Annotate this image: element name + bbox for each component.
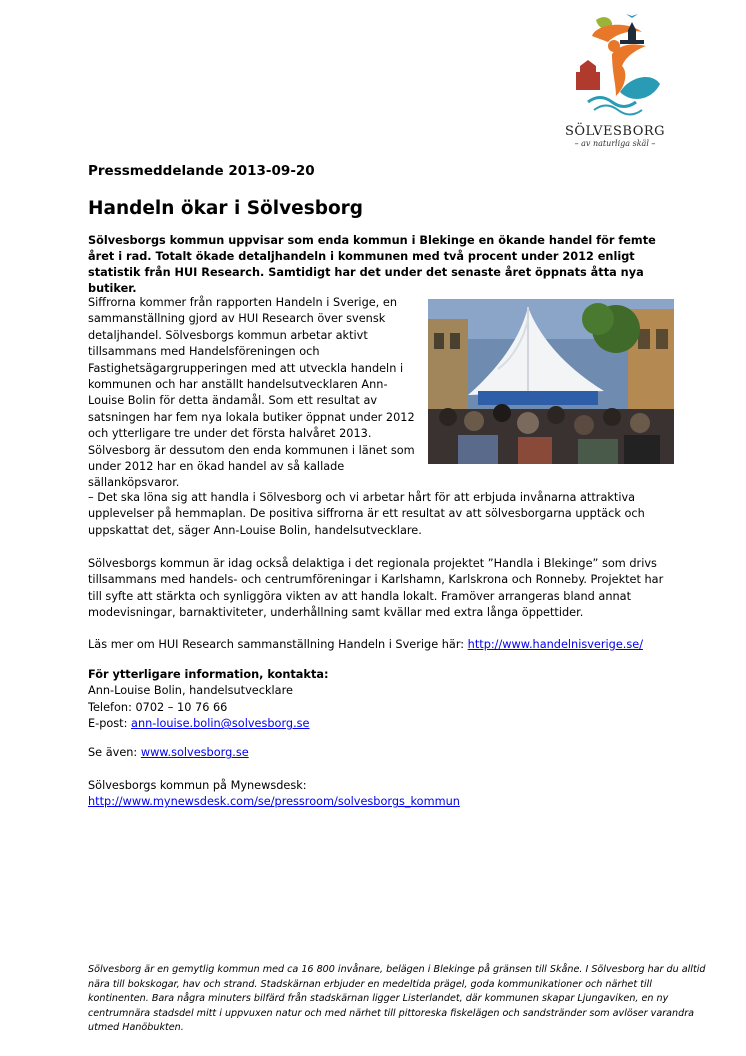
read-more-text: Läs mer om HUI Research sammanställning Handeln i Sverige här: bbox=[88, 638, 468, 651]
contact-heading: För ytterligare information, kontakta: bbox=[88, 668, 329, 681]
logo-emblem-icon bbox=[568, 6, 664, 124]
email-label: E-post: bbox=[88, 717, 132, 731]
solvesborg-logo bbox=[550, 6, 680, 148]
contact-phone: Telefon: 0702 – 10 76 66 bbox=[88, 700, 228, 714]
read-more-paragraph bbox=[88, 637, 678, 653]
see-also-label: Se även: bbox=[88, 746, 141, 759]
logo-wordmark: SÖLVESBORG bbox=[564, 124, 666, 139]
contact-block bbox=[88, 667, 678, 733]
footer-boilerplate: Sölvesborg är en gemytlig kommun med ca 16 800 invånare, belägen i Blekinge på gränsen till Skåne. I Sölvesborg har du alltid nära till bokskogar, hav och strand. Stadskärnan erbjuder en medeltida prägel, goda kommunikationer och närhet till kontinenten. Bara några minuters bilfärd från stadskärnan ligger Listerlandet, där kommunen skapar Ljungaviken, en ny centrumnära stadsdel mitt i uppvuxen natur och med närhet till pittoreska fiskelägen och sandstränder som avlöser varandra utmed Hanöbukten. bbox=[88, 964, 706, 1034]
contact-name: Ann-Louise Bolin, handelsutvecklare bbox=[88, 684, 293, 698]
mynewsdesk-link[interactable]: http://www.mynewsdesk.com/se/pressroom/solvesborgs_kommun bbox=[88, 795, 460, 809]
press-release-date: Pressmeddelande 2013-09-20 bbox=[88, 163, 315, 179]
mynewsdesk-paragraph bbox=[88, 778, 678, 811]
lead-paragraph: Sölvesborgs kommun uppvisar som enda kommun i Blekinge en ökande handel för femte året i rad. Totalt ökade detaljhandeln i kommunen med två procent under 2012 enligt statistik från HUI Research. Samtidigt har det under det senaste året öppnats åtta nya butiker. bbox=[88, 234, 656, 295]
headline: Handeln ökar i Sölvesborg bbox=[88, 198, 364, 219]
see-also-paragraph bbox=[88, 745, 678, 761]
solvesborg-website-link[interactable]: www.solvesborg.se bbox=[140, 746, 249, 759]
handeln-i-sverige-link[interactable]: http://www.handelnisverige.se/ bbox=[467, 638, 644, 651]
project-paragraph: Sölvesborgs kommun är idag också delaktiga i det regionala projektet ”Handla i Blekinge” som drivs tillsammans med handels- och centrumföreningar i Karlshamn, Karlskrona och Ronneby. Projektet har till syfte att stärkta och synliggöra vikten av att handla lokalt. Framöver arrangeras bland annat modevisningar, barnaktiviteter, underhållning samt kvällar med extra långa öppettider. bbox=[88, 557, 664, 620]
intro-paragraph: Siffrorna kommer från rapporten Handeln i Sverige, en sammanställning gjord av HUI Research över svensk detaljhandel. Sölvesborgs kommun arbetar aktivt tillsammans med Handelsföreningen och Fastighetsägargrupperingen med att utveckla handeln i kommunen och har anställt handelsutvecklaren Ann-Louise Bolin för detta ändamål. Som ett resultat av satsningen har fem nya lokala butiker öppnat under 2012 och ytterligare tre under det första halvåret 2013. Sölvesborg är dessutom den enda kommunen i länet som under 2012 har en ökad handel av så kallade sällanköpsvaror. bbox=[88, 296, 415, 490]
contact-email-link[interactable]: ann-louise.bolin@solvesborg.se bbox=[131, 717, 310, 731]
contact-email-line bbox=[88, 716, 678, 732]
quote-paragraph: – Det ska löna sig att handla i Sölvesborg och vi arbetar hårt för att erbjuda invånarna attraktiva upplevelser på hemmaplan. De positiva siffrorna är ett resultat av att sölvesborgarna upptäck och uppskattat det, säger Ann-Louise Bolin, handelsutvecklare. bbox=[88, 491, 645, 537]
mynewsdesk-label: Sölvesborgs kommun på Mynewsdesk: bbox=[88, 779, 307, 792]
market-tent-photo bbox=[428, 299, 674, 464]
logo-tagline: – av naturliga skäl – bbox=[574, 139, 656, 148]
